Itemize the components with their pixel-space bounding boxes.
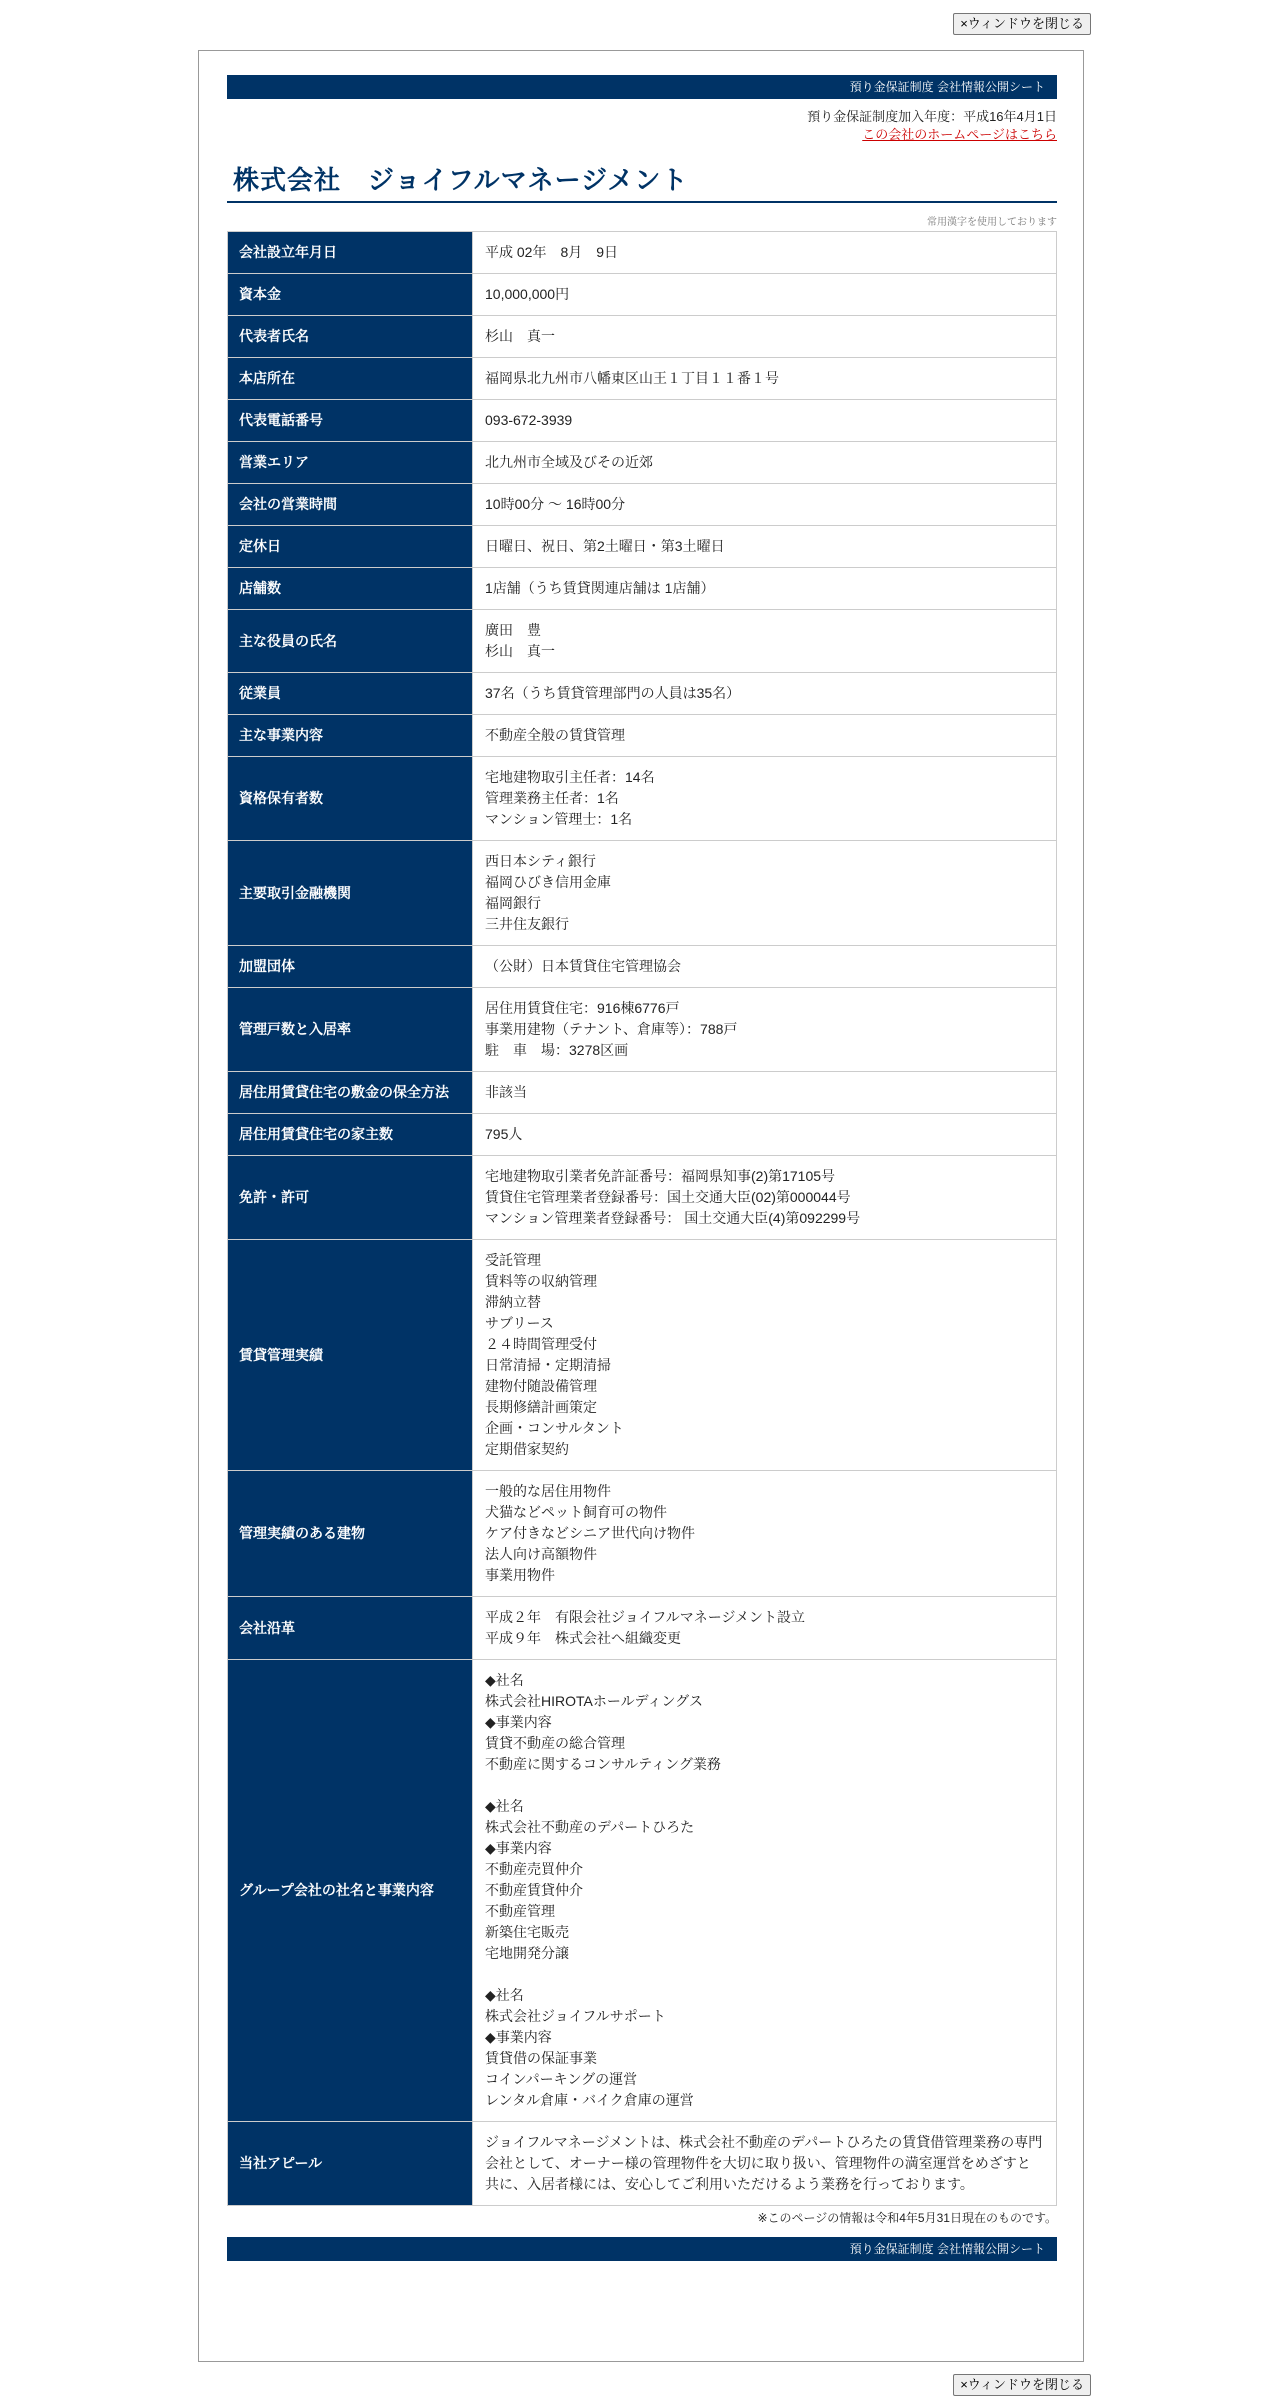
- table-row: [228, 442, 1057, 484]
- row-label: 居住用賃貸住宅の敷金の保全方法: [228, 1072, 473, 1114]
- value-line: 滞納立替: [485, 1294, 541, 1310]
- value-line: 北九州市全域及びその近郊: [485, 454, 653, 470]
- row-label: 管理戸数と入居率: [228, 988, 473, 1072]
- table-row: [228, 673, 1057, 715]
- value-line: 管理業務主任者：1名: [485, 790, 619, 806]
- row-value: [473, 1072, 1057, 1114]
- company-name: 株式会社 ジョイフルマネージメント: [227, 160, 1057, 203]
- value-line: 福岡県北九州市八幡東区山王１丁目１１番１号: [485, 370, 779, 386]
- info-sheet: [198, 50, 1084, 2362]
- value-line: 事業用建物（テナント、倉庫等）：788戸: [485, 1021, 738, 1037]
- value-line: 事業用物件: [485, 1567, 555, 1583]
- row-label: 本店所在: [228, 358, 473, 400]
- value-line: 日常清掃・定期清掃: [485, 1357, 611, 1373]
- value-line: 杉山 真一: [485, 643, 555, 659]
- value-line: 不動産賃貸仲介: [485, 1882, 583, 1898]
- row-label: 主要取引金融機関: [228, 841, 473, 946]
- value-line: 一般的な居住用物件: [485, 1483, 611, 1499]
- value-line: マンション管理士：1名: [485, 811, 633, 827]
- value-line: 093-672-3939: [485, 412, 573, 428]
- row-label: グループ会社の社名と事業内容: [228, 1660, 473, 2122]
- close-window-button[interactable]: ×ウィンドウを閉じる: [953, 13, 1091, 35]
- value-line: 杉山 真一: [485, 328, 555, 344]
- row-label: 資本金: [228, 274, 473, 316]
- table-row: [228, 715, 1057, 757]
- footnote: ※このページの情報は令和4年5月31日現在のものです。: [757, 2211, 1057, 2225]
- footer-bar: 預り金保証制度 会社情報公開シート: [227, 2237, 1057, 2261]
- row-label: 免許・許可: [228, 1156, 473, 1240]
- row-label: 当社アピール: [228, 2122, 473, 2206]
- value-line: ◆事業内容: [485, 2029, 552, 2045]
- row-value: [473, 484, 1057, 526]
- row-label: 定休日: [228, 526, 473, 568]
- row-value: [473, 442, 1057, 484]
- row-label: 会社の営業時間: [228, 484, 473, 526]
- value-line: ケア付きなどシニア世代向け物件: [485, 1525, 695, 1541]
- value-line: 賃貸住宅管理業者登録番号：国土交通大臣(02)第000044号: [485, 1189, 851, 1205]
- value-line: 宅地建物取引業者免許証番号：福岡県知事(2)第17105号: [485, 1168, 836, 1184]
- value-line: ◆社名: [485, 1672, 524, 1688]
- row-value: [473, 946, 1057, 988]
- table-row: [228, 1597, 1057, 1660]
- row-value: [473, 2122, 1057, 2206]
- value-line: 非該当: [485, 1084, 527, 1100]
- row-label: 賃貸管理実績: [228, 1240, 473, 1471]
- row-value: [473, 1114, 1057, 1156]
- row-label: 営業エリア: [228, 442, 473, 484]
- value-line: ２４時間管理受付: [485, 1336, 597, 1352]
- row-value: [473, 988, 1057, 1072]
- row-label: 代表者氏名: [228, 316, 473, 358]
- value-line: ジョイフルマネージメントは、株式会社不動産のデパートひろたの賃貸借管理業務の専門会社として、オーナー様の管理物件を大切に取り扱い、管理物件の満室運営をめざすと共に、入居者様には、安心してご利用いただけるよう業務を行っております。: [485, 2134, 1043, 2192]
- table-row: [228, 526, 1057, 568]
- header-bar: 預り金保証制度 会社情報公開シート: [227, 75, 1057, 99]
- row-value: [473, 316, 1057, 358]
- table-row: [228, 316, 1057, 358]
- homepage-link[interactable]: この会社のホームページはこちら: [862, 127, 1057, 142]
- value-line: 10時00分 ～ 16時00分: [485, 496, 626, 512]
- table-row: [228, 946, 1057, 988]
- row-label: 代表電話番号: [228, 400, 473, 442]
- row-value: [473, 526, 1057, 568]
- row-value: [473, 400, 1057, 442]
- value-line: 福岡銀行: [485, 895, 541, 911]
- table-row: [228, 610, 1057, 673]
- value-line: レンタル倉庫・バイク倉庫の運営: [485, 2092, 694, 2108]
- value-line: 宅地開発分譲: [485, 1945, 569, 1961]
- value-line: 平成９年 株式会社へ組織変更: [485, 1630, 681, 1646]
- row-value: [473, 757, 1057, 841]
- table-row: [228, 484, 1057, 526]
- value-line: 不動産全般の賃貸管理: [485, 727, 625, 743]
- table-row: [228, 757, 1057, 841]
- row-value: [473, 1240, 1057, 1471]
- value-line: 平成２年 有限会社ジョイフルマネージメント設立: [485, 1609, 806, 1625]
- row-label: 主な事業内容: [228, 715, 473, 757]
- value-line: 居住用賃貸住宅：916棟6776戸: [485, 1000, 680, 1016]
- value-line: （公財）日本賃貸住宅管理協会: [485, 958, 681, 974]
- value-line: 西日本シティ銀行: [485, 853, 596, 869]
- value-line: [485, 1964, 1044, 1985]
- value-line: 新築住宅販売: [485, 1924, 569, 1940]
- row-label: 主な役員の氏名: [228, 610, 473, 673]
- table-row: [228, 568, 1057, 610]
- value-line: 10,000,000円: [485, 286, 570, 302]
- value-line: 宅地建物取引主任者：14名: [485, 769, 655, 785]
- value-line: 定期借家契約: [485, 1441, 569, 1457]
- row-label: 資格保有者数: [228, 757, 473, 841]
- value-line: 株式会社HIROTAホールディングス: [485, 1693, 704, 1709]
- value-line: 法人向け高額物件: [485, 1546, 597, 1562]
- value-line: 平成 02年 8月 9日: [485, 244, 619, 260]
- row-label: 会社沿革: [228, 1597, 473, 1660]
- join-year: 預り金保証制度加入年度：平成16年4月1日: [807, 109, 1057, 124]
- row-label: 店舗数: [228, 568, 473, 610]
- row-value: [473, 568, 1057, 610]
- sheet-meta: [227, 108, 1057, 144]
- value-line: 37名（うち賃貸管理部門の人員は35名）: [485, 685, 741, 701]
- value-line: コインパーキングの運営: [485, 2071, 638, 2087]
- table-row: [228, 400, 1057, 442]
- value-line: 1店舗（うち賃貸関連店舗は 1店舗）: [485, 580, 715, 596]
- table-row: [228, 274, 1057, 316]
- row-value: [473, 232, 1057, 274]
- value-line: ◆社名: [485, 1798, 524, 1814]
- value-line: 建物付随設備管理: [485, 1378, 597, 1394]
- value-line: 賃貸不動産の総合管理: [485, 1735, 625, 1751]
- value-line: 不動産売買仲介: [485, 1861, 583, 1877]
- table-row: [228, 2122, 1057, 2206]
- company-info-table: [227, 231, 1057, 2206]
- value-line: 廣田 豊: [485, 622, 541, 638]
- table-row: [228, 1156, 1057, 1240]
- table-row: [228, 988, 1057, 1072]
- value-line: 長期修繕計画策定: [485, 1399, 597, 1415]
- value-line: 不動産管理: [485, 1903, 555, 1919]
- value-line: [485, 1775, 1044, 1796]
- table-row: [228, 232, 1057, 274]
- value-line: 駐 車 場：3278区画: [485, 1042, 629, 1058]
- value-line: ◆事業内容: [485, 1714, 552, 1730]
- sheet-inner: [227, 75, 1057, 2261]
- close-window-button-bottom[interactable]: ×ウィンドウを閉じる: [953, 2374, 1091, 2396]
- value-line: サブリース: [485, 1315, 554, 1331]
- value-line: 犬猫などペット飼育可の物件: [485, 1504, 667, 1520]
- value-line: 賃料等の収納管理: [485, 1273, 597, 1289]
- table-row: [228, 1114, 1057, 1156]
- row-value: [473, 1660, 1057, 2122]
- value-line: ◆社名: [485, 1987, 524, 2003]
- row-value: [473, 715, 1057, 757]
- row-value: [473, 1471, 1057, 1597]
- table-row: [228, 1240, 1057, 1471]
- value-line: 福岡ひびき信用金庫: [485, 874, 611, 890]
- row-value: [473, 358, 1057, 400]
- row-label: 管理実績のある建物: [228, 1471, 473, 1597]
- value-line: マンション管理業者登録番号： 国土交通大臣(4)第092299号: [485, 1210, 861, 1226]
- table-row: [228, 1072, 1057, 1114]
- value-line: 795人: [485, 1126, 523, 1142]
- row-value: [473, 1597, 1057, 1660]
- row-label: 会社設立年月日: [228, 232, 473, 274]
- row-value: [473, 841, 1057, 946]
- row-value: [473, 610, 1057, 673]
- row-label: 加盟団体: [228, 946, 473, 988]
- table-row: [228, 1660, 1057, 2122]
- kanji-note: 常用漢字を使用しております: [927, 217, 1057, 228]
- value-line: 三井住友銀行: [485, 916, 569, 932]
- row-label: 居住用賃貸住宅の家主数: [228, 1114, 473, 1156]
- value-line: 日曜日、祝日、第2土曜日・第3土曜日: [485, 538, 725, 554]
- row-label: 従業員: [228, 673, 473, 715]
- value-line: 株式会社不動産のデパートひろた: [485, 1819, 695, 1835]
- value-line: 不動産に関するコンサルティング業務: [485, 1756, 721, 1772]
- table-row: [228, 1471, 1057, 1597]
- value-line: ◆事業内容: [485, 1840, 552, 1856]
- table-row: [228, 358, 1057, 400]
- value-line: 株式会社ジョイフルサポート: [485, 2008, 666, 2024]
- value-line: 企画・コンサルタント: [485, 1420, 624, 1436]
- value-line: 賃貸借の保証事業: [485, 2050, 597, 2066]
- table-row: [228, 841, 1057, 946]
- value-line: 受託管理: [485, 1252, 541, 1268]
- row-value: [473, 673, 1057, 715]
- row-value: [473, 1156, 1057, 1240]
- row-value: [473, 274, 1057, 316]
